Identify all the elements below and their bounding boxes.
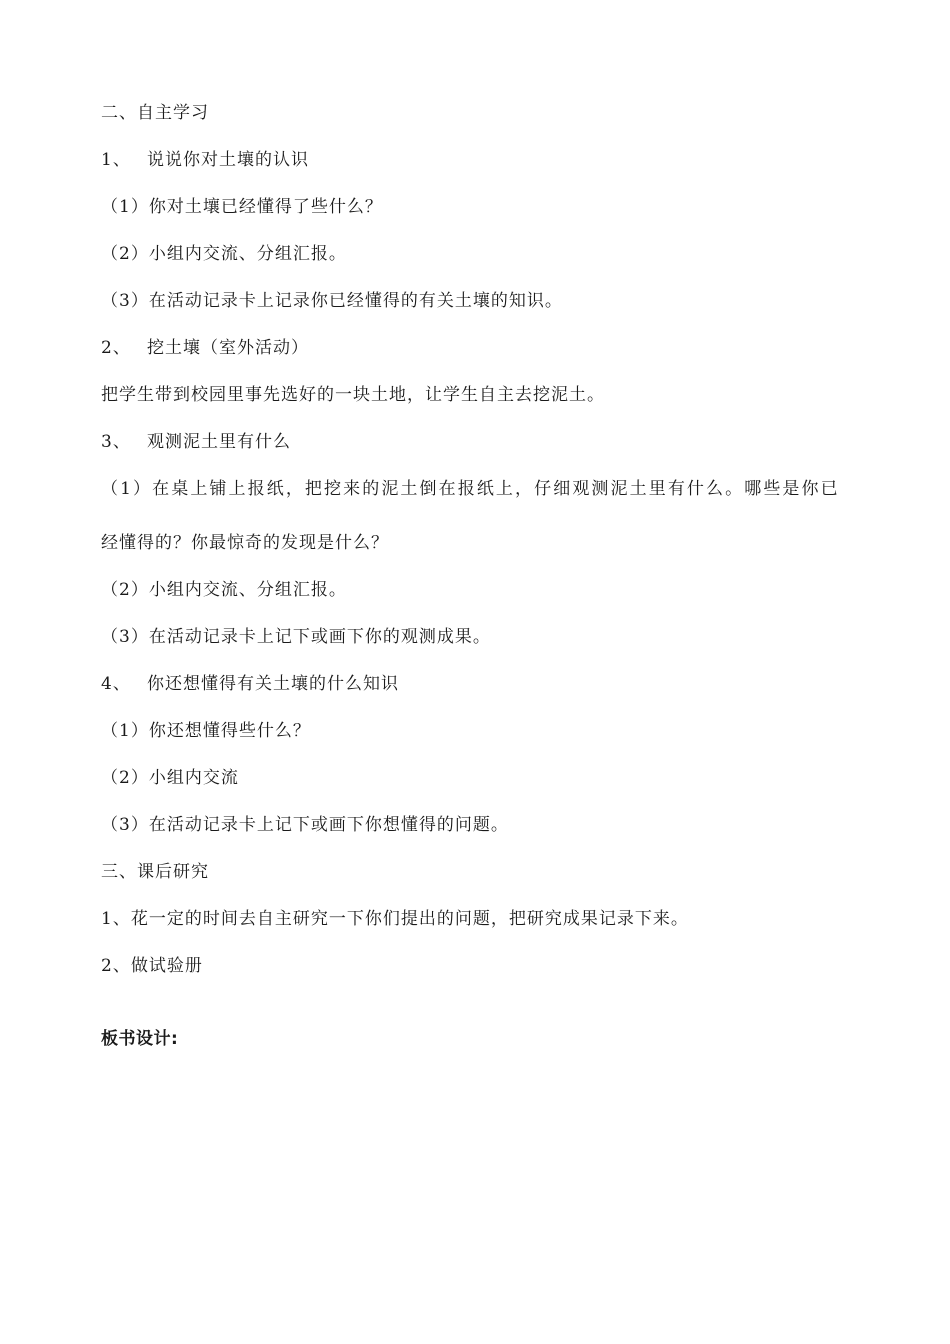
sub-item-3-1-line2: 经懂得的？你最惊奇的发现是什么？ — [101, 533, 389, 553]
list-item-number: 1、 — [101, 150, 131, 170]
after-class-item-2: 2、做试验册 — [101, 956, 203, 976]
list-item-number: 4、 — [101, 674, 131, 694]
paragraph-item-2: 把学生带到校园里事先选好的一块土地，让学生自主去挖泥土。 — [101, 385, 605, 405]
list-item-text: 挖土壤（室外活动） — [147, 338, 309, 358]
list-item-number: 3、 — [101, 432, 131, 452]
list-item-3 — [101, 431, 291, 453]
sub-item-4-2: （2）小组内交流 — [101, 768, 239, 788]
list-item-text: 说说你对土壤的认识 — [147, 150, 309, 170]
section-heading-self-study: 二、自主学习 — [101, 103, 209, 123]
list-item-number: 2、 — [101, 338, 131, 358]
section-heading-after-class: 三、课后研究 — [101, 862, 209, 882]
list-item-text: 你还想懂得有关土壤的什么知识 — [147, 674, 399, 694]
sub-item-1-3: （3）在活动记录卡上记录你已经懂得的有关土壤的知识。 — [101, 291, 563, 311]
sub-item-3-1-line1: （1）在桌上铺上报纸，把挖来的泥土倒在报纸上，仔细观测泥土里有什么。哪些是你已 — [101, 479, 840, 499]
sub-item-1-2: （2）小组内交流、分组汇报。 — [101, 244, 347, 264]
sub-item-3-3: （3）在活动记录卡上记下或画下你的观测成果。 — [101, 627, 491, 647]
sub-item-4-1: （1）你还想懂得些什么？ — [101, 721, 311, 741]
sub-item-4-3: （3）在活动记录卡上记下或画下你想懂得的问题。 — [101, 815, 509, 835]
list-item-2 — [101, 337, 309, 359]
board-design-heading: 板书设计: — [101, 1029, 179, 1049]
list-item-4 — [101, 673, 399, 695]
list-item-1 — [101, 149, 309, 171]
list-item-text: 观测泥土里有什么 — [147, 432, 291, 452]
sub-item-1-1: （1）你对土壤已经懂得了些什么？ — [101, 197, 383, 217]
sub-item-3-2: （2）小组内交流、分组汇报。 — [101, 580, 347, 600]
after-class-item-1: 1、花一定的时间去自主研究一下你们提出的问题，把研究成果记录下来。 — [101, 909, 689, 929]
